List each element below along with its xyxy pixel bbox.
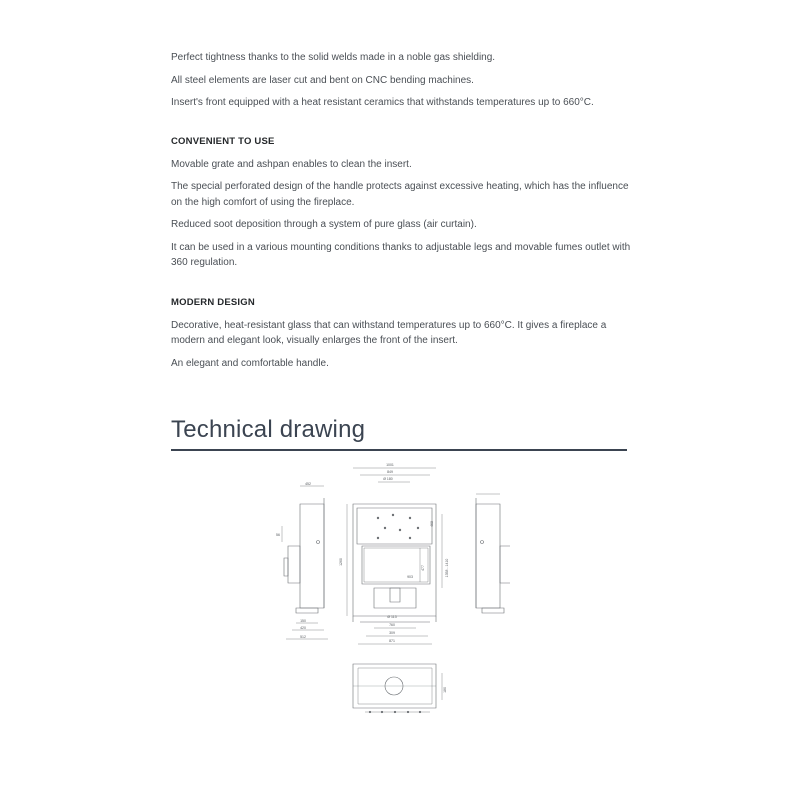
convenient-heading: CONVENIENT TO USE bbox=[171, 135, 275, 147]
dim-bottom-760: 760 bbox=[389, 623, 395, 627]
intro-paragraph-1: Perfect tightness thanks to the solid welds made in a noble gas shielding. bbox=[171, 52, 496, 63]
dim-side-top: 452 bbox=[305, 482, 311, 486]
convenient-paragraph-4: It can be used in a various mounting conditions thanks to adjustable legs and movable fumes outlet with 360 regulation. bbox=[171, 241, 631, 268]
dim-bottom-871: 871 bbox=[389, 639, 395, 643]
dim-total-width: 1001 bbox=[386, 463, 394, 467]
intro-paragraph-2: All steel elements are laser cut and bent on CNC bending machines. bbox=[171, 74, 474, 86]
technical-drawing-svg bbox=[270, 458, 510, 728]
convenient-paragraph-2: The special perforated design of the handle protects against excessive heating, which has the influence on the high comfort of using the fireplace. bbox=[171, 181, 629, 208]
side-view-left bbox=[282, 486, 328, 639]
technical-drawing bbox=[270, 458, 510, 733]
dim-side-56: 56 bbox=[276, 533, 280, 537]
convenient-paragraph-1: Movable grate and ashpan enables to clean the insert. bbox=[171, 158, 412, 170]
dim-flue-top: Ø 180 bbox=[383, 477, 393, 481]
plan-view bbox=[353, 664, 442, 713]
dim-height-left: 1260 bbox=[339, 558, 343, 566]
dim-bottom-flue: Ø 113 bbox=[387, 615, 397, 619]
dim-side-420: 420 bbox=[300, 626, 306, 630]
dim-side-150: 150 bbox=[300, 619, 306, 623]
side-view-right bbox=[476, 494, 510, 613]
modern-paragraph-1: Decorative, heat-resistant glass that can withstand temperatures up to 660°C. It gives a fireplace a modern and elegant look, visually enlarges the front of the insert. bbox=[171, 319, 607, 346]
dim-bottom-309: 309 bbox=[389, 631, 395, 635]
description-column bbox=[171, 50, 631, 378]
intro-paragraph-3: Insert's front equipped with a heat resistant ceramics that withstands temperatures up to 660°C. bbox=[171, 97, 594, 108]
dim-side-512: 512 bbox=[300, 635, 306, 639]
title-divider bbox=[171, 449, 627, 451]
dim-glass-w: 903 bbox=[407, 575, 413, 579]
dim-inner-h: 468 bbox=[430, 521, 434, 527]
dim-plan-180: 180 bbox=[443, 687, 447, 693]
modern-heading: MODERN DESIGN bbox=[171, 296, 255, 308]
dim-top-width: 849 bbox=[387, 470, 393, 474]
modern-paragraph-2: An elegant and comfortable handle. bbox=[171, 357, 329, 369]
dim-height-right: 1358 - 1410 bbox=[445, 558, 449, 578]
convenient-paragraph-3: Reduced soot deposition through a system of pure glass (air curtain). bbox=[171, 219, 477, 230]
dim-glass-h: 477 bbox=[421, 565, 425, 571]
technical-drawing-title: Technical drawing bbox=[171, 416, 366, 443]
